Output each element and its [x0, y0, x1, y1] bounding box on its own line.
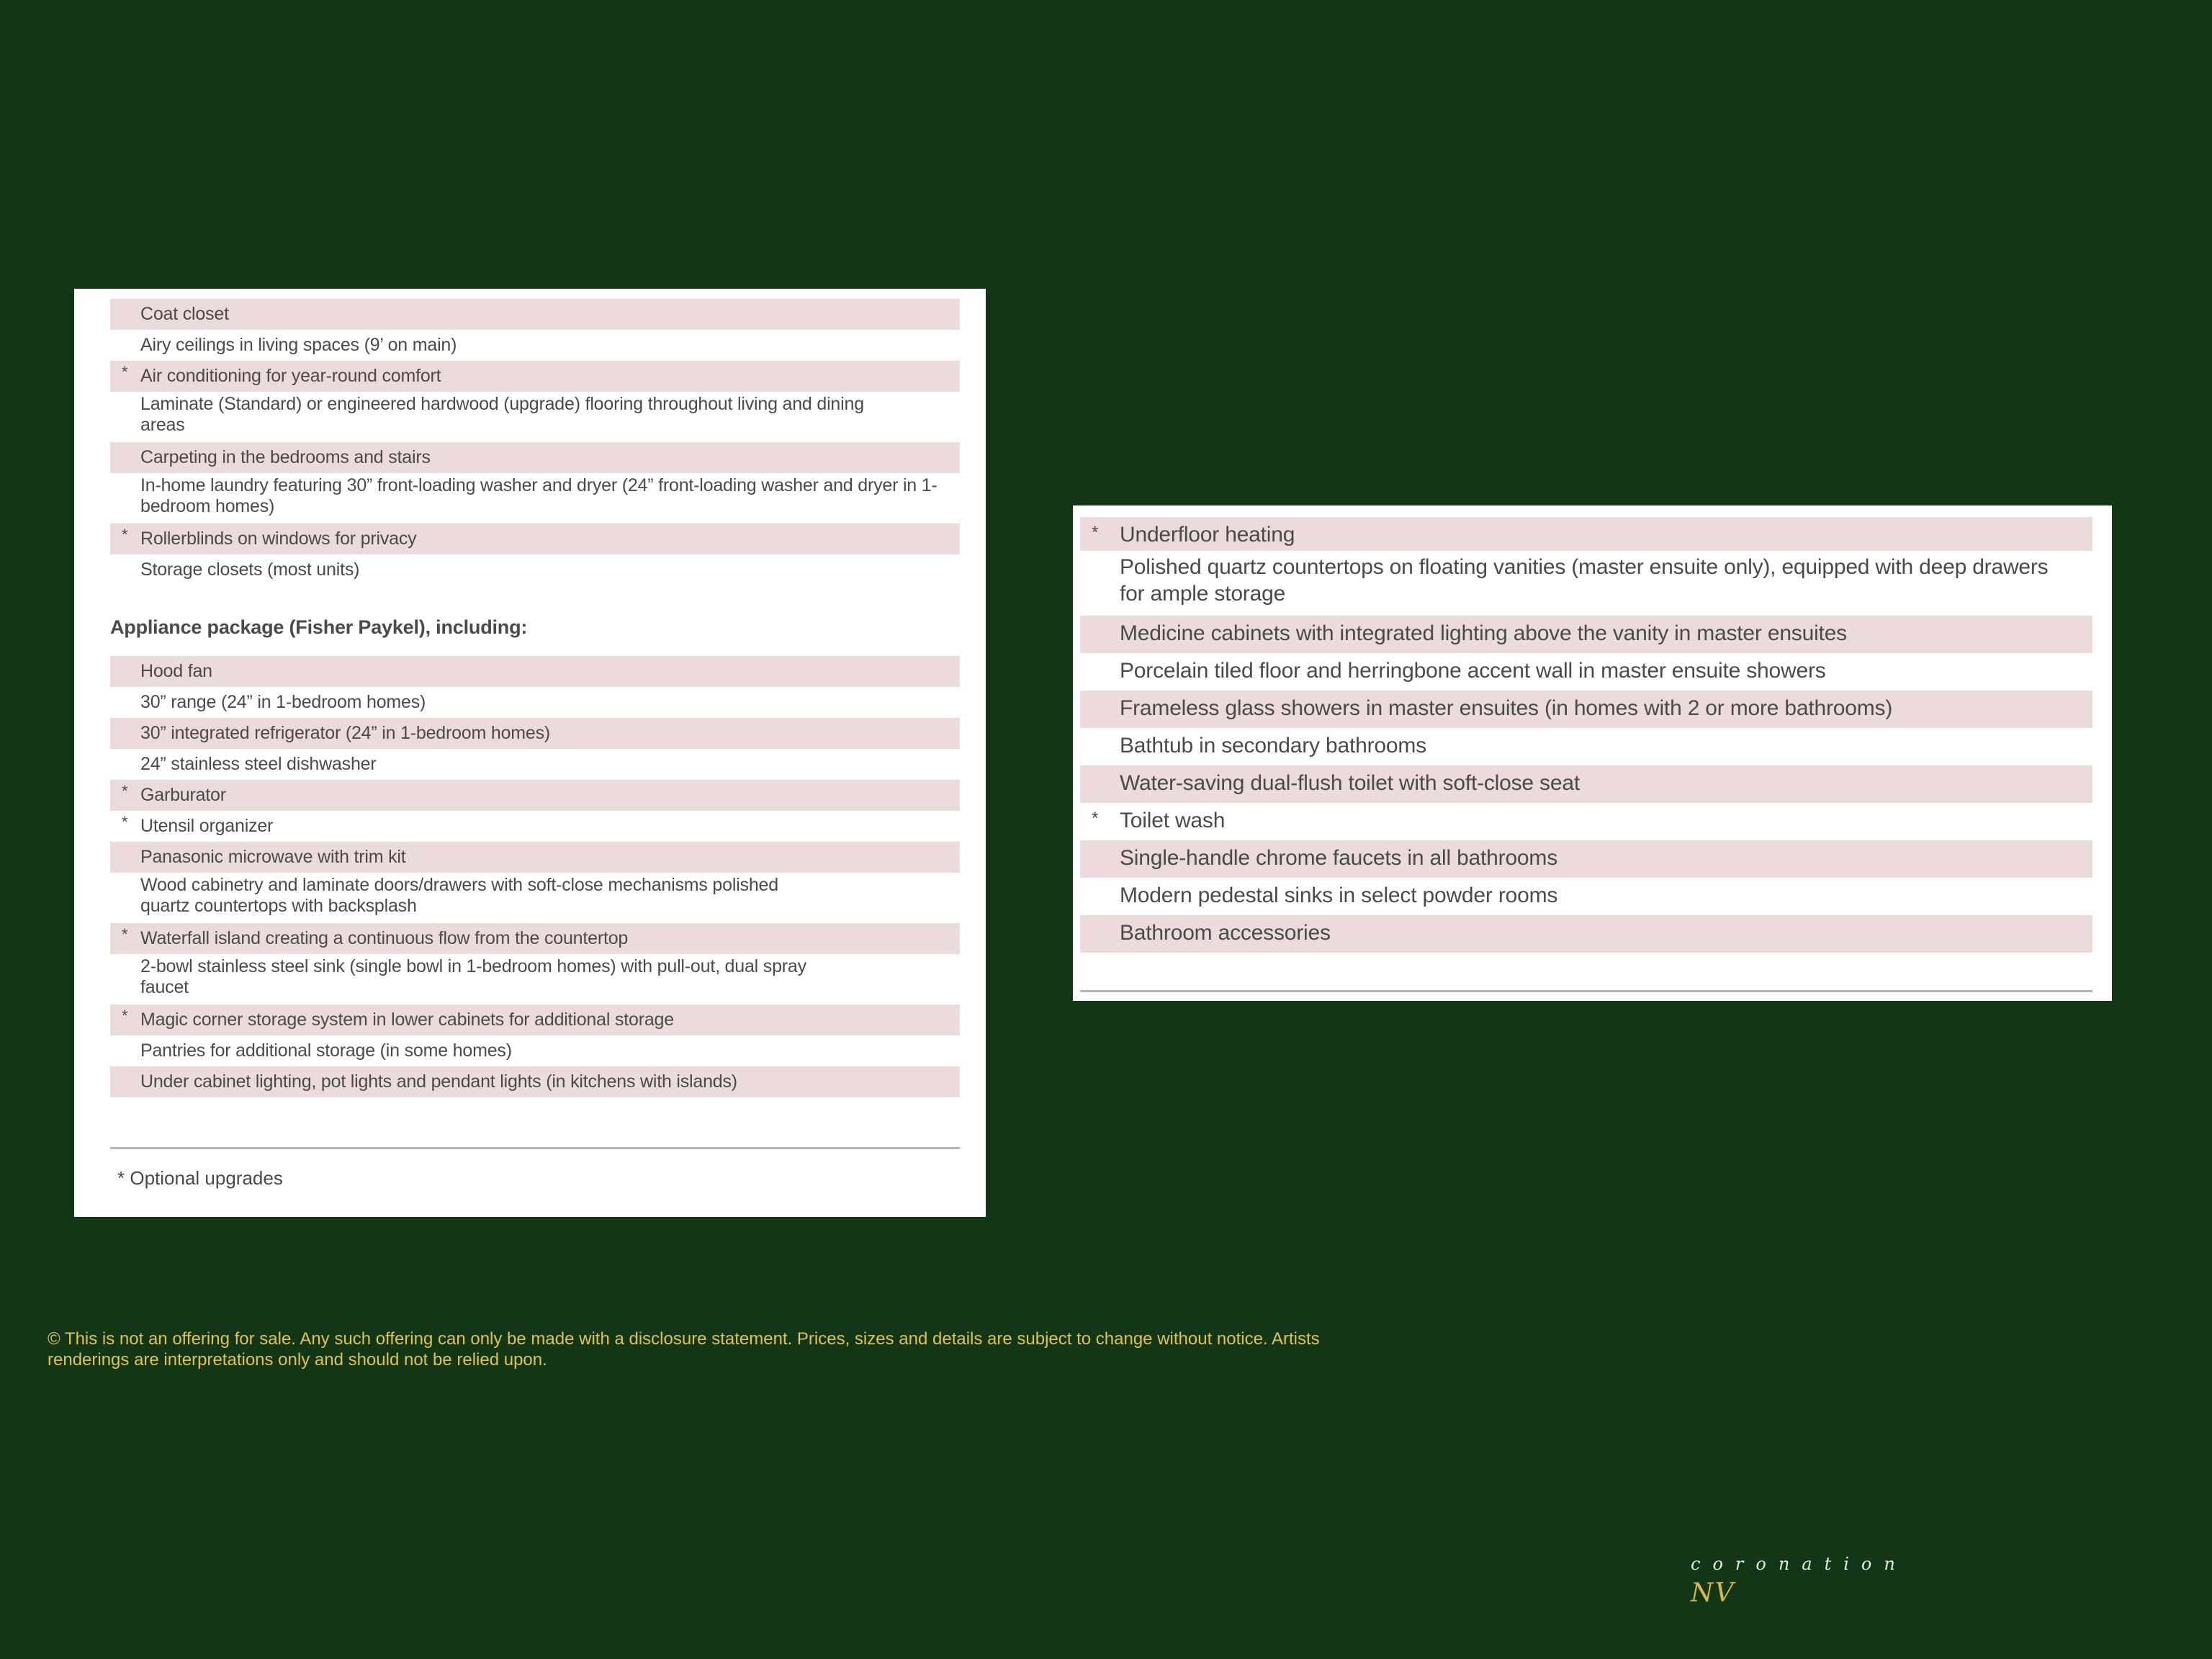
optional-upgrade-marker: * [122, 782, 128, 800]
list-item [1080, 765, 2092, 803]
appliance-section-title: Appliance package (Fisher Paykel), including: [110, 616, 528, 638]
optional-upgrade-marker: * [122, 925, 128, 943]
list-item [110, 1035, 960, 1066]
bathroom-feature-text: Polished quartz countertops on floating vanities (master ensuite only), equipped with deep drawers for ample storage [1120, 555, 2049, 606]
list-item [110, 473, 960, 523]
optional-upgrade-marker: * [122, 813, 128, 831]
list-item [110, 687, 960, 718]
feature-text: Airy ceilings in living spaces (9’ on main) [140, 335, 457, 355]
list-item [110, 954, 960, 1004]
feature-text: Coat closet [140, 304, 229, 324]
list-item [1080, 728, 2092, 765]
list-item [110, 923, 960, 954]
brand-wordmark: coronation [1691, 1554, 1907, 1574]
list-item [1080, 517, 2092, 551]
bathroom-feature-text: Water-saving dual-flush toilet with soft-close seat [1120, 771, 1580, 795]
features-panel-left [74, 289, 986, 1217]
optional-upgrade-marker: * [1092, 809, 1099, 828]
bathroom-feature-text: Underfloor heating [1120, 523, 1295, 547]
list-item [110, 330, 960, 361]
list-item [110, 656, 960, 687]
appliance-text: Wood cabinetry and laminate doors/drawers with soft-close mechanisms polished quartz countertops with backsplash [140, 875, 778, 916]
optional-upgrade-marker: * [122, 363, 128, 381]
brand-monogram: NV [1691, 1578, 1735, 1608]
feature-text: Carpeting in the bedrooms and stairs [140, 447, 431, 467]
list-item [110, 780, 960, 811]
list-item [1080, 616, 2092, 653]
list-item [110, 811, 960, 842]
list-item [110, 361, 960, 392]
divider [1080, 990, 2092, 992]
appliance-text: Under cabinet lighting, pot lights and pendant lights (in kitchens with islands) [140, 1071, 737, 1092]
bathroom-feature-text: Porcelain tiled floor and herringbone accent wall in master ensuite showers [1120, 659, 1826, 683]
list-item [1080, 840, 2092, 878]
appliance-text: Garburator [140, 785, 226, 805]
optional-upgrades-footnote: * Optional upgrades [117, 1167, 283, 1189]
bathroom-features-panel [1073, 505, 2112, 1001]
feature-text: Air conditioning for year-round comfort [140, 366, 441, 386]
divider [110, 1147, 960, 1149]
list-item [1080, 803, 2092, 840]
list-item [1080, 915, 2092, 953]
bathroom-feature-text: Frameless glass showers in master ensuites (in homes with 2 or more bathrooms) [1120, 696, 1893, 720]
appliance-text: 24” stainless steel dishwasher [140, 754, 377, 774]
legal-disclaimer: © This is not an offering for sale. Any such offering can only be made with a disclosure statement. Prices, sizes and details are subject to change without notice. Artists renderings are interpretations only and should not be relied upon. [48, 1329, 1320, 1370]
feature-text: Storage closets (most units) [140, 559, 360, 580]
list-item [110, 749, 960, 780]
list-item [110, 1004, 960, 1035]
bathroom-feature-text: Modern pedestal sinks in select powder rooms [1120, 884, 1558, 907]
appliance-text: 2-bowl stainless steel sink (single bowl in 1-bedroom homes) with pull-out, dual spray faucet [140, 956, 806, 997]
list-item [110, 392, 960, 442]
list-item [110, 873, 960, 923]
bathroom-feature-text: Bathtub in secondary bathrooms [1120, 734, 1426, 757]
feature-text: Rollerblinds on windows for privacy [140, 529, 417, 549]
list-item [1080, 551, 2092, 616]
appliance-text: Panasonic microwave with trim kit [140, 847, 406, 867]
list-item [110, 523, 960, 554]
optional-upgrade-marker: * [122, 526, 128, 544]
list-item [110, 1066, 960, 1097]
optional-upgrade-marker: * [122, 1007, 128, 1025]
appliance-text: Utensil organizer [140, 816, 274, 836]
list-item [110, 718, 960, 749]
feature-text: In-home laundry featuring 30” front-loading washer and dryer (24” front-loading washer and dryer in 1-bedroom homes) [140, 475, 938, 516]
appliance-text: Hood fan [140, 661, 212, 681]
list-item [110, 554, 960, 585]
list-item [1080, 653, 2092, 691]
optional-upgrade-marker: * [1092, 523, 1099, 542]
bathroom-feature-text: Toilet wash [1120, 809, 1226, 832]
list-item [1080, 878, 2092, 915]
brand-logo [1691, 1554, 1907, 1608]
bathroom-feature-text: Single-handle chrome faucets in all bathrooms [1120, 846, 1558, 870]
appliance-text: Pantries for additional storage (in some homes) [140, 1040, 512, 1061]
list-item [110, 842, 960, 873]
bathroom-feature-text: Medicine cabinets with integrated lighting above the vanity in master ensuites [1120, 621, 1847, 645]
appliance-text: 30” integrated refrigerator (24” in 1-bedroom homes) [140, 723, 551, 743]
bathroom-feature-text: Bathroom accessories [1120, 921, 1331, 945]
list-item [110, 299, 960, 330]
appliance-text: Magic corner storage system in lower cabinets for additional storage [140, 1010, 674, 1030]
appliance-text: Waterfall island creating a continuous flow from the countertop [140, 928, 629, 948]
list-item [1080, 691, 2092, 728]
appliance-text: 30” range (24” in 1-bedroom homes) [140, 692, 426, 712]
feature-text: Laminate (Standard) or engineered hardwood (upgrade) flooring throughout living and dining areas [140, 394, 864, 435]
list-item [110, 442, 960, 473]
